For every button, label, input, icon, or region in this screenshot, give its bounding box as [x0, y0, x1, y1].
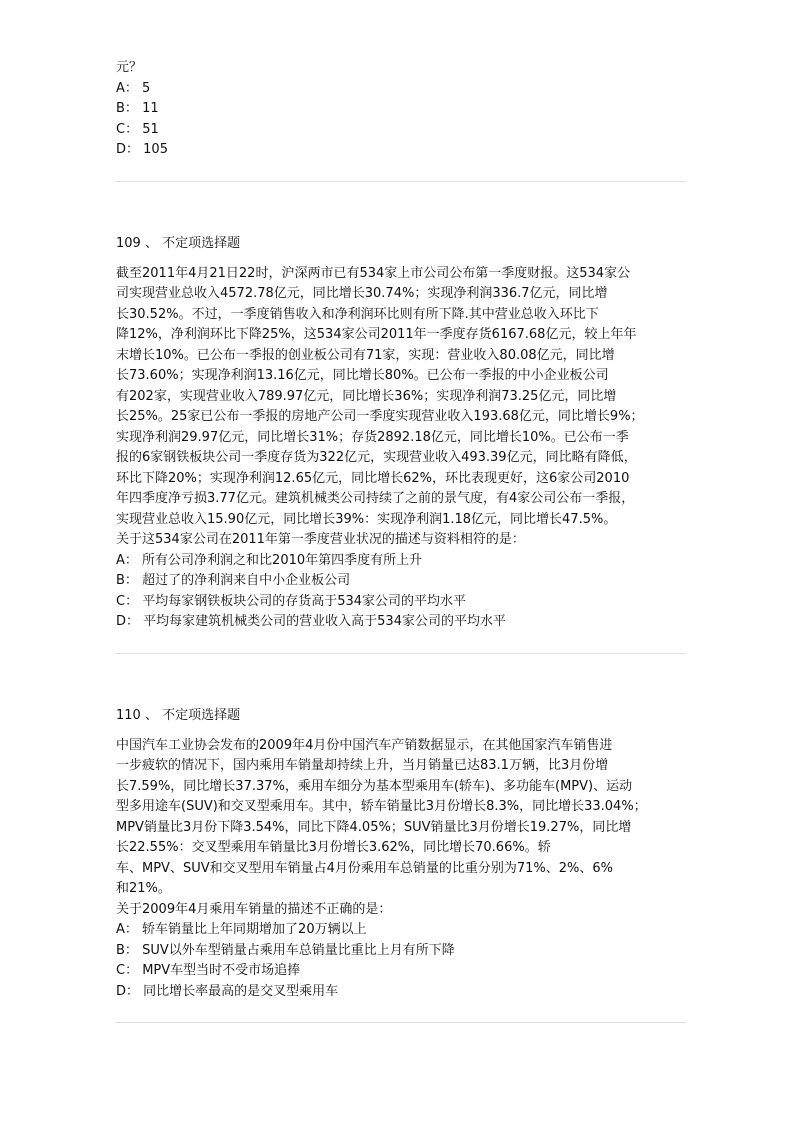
option-a — [116, 79, 688, 100]
body-line: 长7.59%，同比增长37.37%，乘用车细分为基本型乘用车(轿车)、多功能车(MPV)、运动 — [116, 778, 633, 794]
option-text: SUV以外车型销量占乘用车总销量比重比上月有所下降 — [142, 942, 455, 958]
option-text: 所有公司净利润之和比2010年第四季度有所上升 — [142, 552, 423, 568]
option-d[interactable] — [116, 612, 688, 633]
option-text: 平均每家建筑机械类公司的营业收入高于534家公司的平均水平 — [143, 614, 506, 629]
option-d — [116, 140, 688, 161]
question-110-prompt: 关于2009年4月乘用车销量的描述不正确的是： — [116, 901, 392, 917]
option-text: 51 — [142, 121, 159, 137]
body-line: 司实现营业总收入4572.78亿元，同比增长30.74%；实现净利润336.7亿元，同比增 — [116, 286, 608, 301]
body-line: 中国汽车工业协会发布的2009年4月份中国汽车产销数据显示，在其他国家汽车销售进 — [116, 737, 613, 753]
option-key: A： — [116, 552, 138, 568]
option-d[interactable] — [116, 982, 688, 1003]
question-110-title: 110 、 不定项选择题 — [116, 707, 241, 723]
option-key: B： — [116, 573, 138, 588]
body-line: 长30.52%。不过，一季度销售收入和净利润环比则有所下降.其中营业总收入环比下 — [116, 306, 599, 322]
prev-options — [116, 79, 688, 161]
option-key: D： — [116, 614, 140, 629]
body-line: 实现净利润29.97亿元，同比增长31%；存货2892.18亿元，同比增长10%。已公布一季 — [116, 429, 629, 445]
option-key: D： — [116, 142, 140, 157]
body-line: 实现营业总收入15.90亿元，同比增长39%：实现净利润1.18亿元，同比增长47.5%。 — [116, 511, 617, 527]
body-line: 长22.55%：交叉型乘用车销量比3月份增长3.62%，同比增长70.66%。轿 — [116, 840, 551, 855]
body-line: 长25%。25家已公布一季报的房地产公司一季度实现营业收入193.68亿元，同比增长9%； — [116, 409, 644, 424]
body-line: MPV销量比3月份下降3.54%，同比下降4.05%；SUV销量比3月份增长19.27%，同比增 — [116, 819, 632, 835]
body-line: 型多用途车(SUV)和交叉型乘用车。其中，轿车销量比3月份增长8.3%，同比增长33.04%； — [116, 799, 647, 814]
option-a[interactable] — [116, 920, 688, 941]
option-key: B： — [116, 942, 138, 958]
option-a[interactable] — [116, 551, 688, 572]
option-b — [116, 99, 688, 120]
option-key: C： — [116, 593, 139, 609]
option-b[interactable] — [116, 941, 688, 962]
question-109-title: 109 、 不定项选择题 — [116, 235, 241, 251]
body-line: 年四季度净亏损3.77亿元。建筑机械类公司持续了之前的景气度，有4家公司公布一季报， — [116, 491, 635, 506]
body-line: 一步疲软的情况下，国内乘用车销量却持续上升，当月销量已达83.1万辆，比3月份增 — [116, 758, 609, 773]
body-line: 和21%。 — [116, 881, 171, 896]
option-text: 5 — [142, 80, 151, 96]
option-c[interactable] — [116, 961, 688, 982]
option-text: 轿车销量比上年同期增加了20万辆以上 — [142, 922, 367, 937]
body-line: 末增长10%。已公布一季报的创业板公司有71家，实现：营业收入80.08亿元，同比增 — [116, 347, 615, 363]
option-text: 105 — [143, 142, 168, 157]
option-key: A： — [116, 80, 138, 96]
option-text: 平均每家钢铁板块公司的存货高于534家公司的平均水平 — [142, 593, 467, 609]
question-110-options — [116, 920, 688, 1002]
option-text: 11 — [142, 101, 159, 116]
question-109-options — [116, 551, 688, 633]
question-110-body — [116, 736, 688, 921]
body-line: 有202家，实现营业收入789.97亿元，同比增长36%；实现净利润73.25亿元，同比增 — [116, 388, 617, 404]
body-line: 长73.60%；实现净利润13.16亿元，同比增长80%。已公布一季报的中小企业板公司 — [116, 368, 609, 383]
option-c[interactable] — [116, 592, 688, 613]
body-line: 报的6家钢铁板块公司一季度存货为322亿元，实现营业收入493.39亿元，同比略有降低， — [116, 450, 637, 465]
option-text: 超过了的净利润来自中小企业板公司 — [142, 573, 351, 588]
option-text: MPV车型当时不受市场追捧 — [142, 963, 301, 978]
option-key: B： — [116, 101, 138, 116]
question-109-body — [116, 264, 688, 551]
body-line: 车、MPV、SUV和交叉型用车销量占4月份乘用车总销量的比重分别为71%、2%、6% — [116, 860, 614, 876]
document-page — [116, 58, 688, 1023]
option-c — [116, 120, 688, 141]
option-key: C： — [116, 121, 139, 137]
body-line: 截至2011年4月21日22时，沪深两市已有534家上市公司公布第一季度财报。这534家公 — [116, 265, 631, 281]
body-line: 降12%，净利润环比下降25%，这534家公司2011年一季度存货6167.68亿元，较上年年 — [116, 327, 637, 342]
divider — [116, 1022, 686, 1023]
option-key: A： — [116, 922, 138, 937]
option-key: C： — [116, 963, 139, 978]
option-b[interactable] — [116, 571, 688, 592]
option-key: D： — [116, 983, 140, 999]
option-text: 同比增长率最高的是交叉型乘用车 — [143, 983, 339, 999]
question-109-prompt: 关于这534家公司在2011年第一季度营业状况的描述与资料相符的是： — [116, 532, 525, 547]
body-line: 环比下降20%；实现净利润12.65亿元，同比增长62%，环比表现更好，这6家公司2010 — [116, 470, 630, 486]
prev-question-tail: 元？ — [116, 60, 143, 75]
